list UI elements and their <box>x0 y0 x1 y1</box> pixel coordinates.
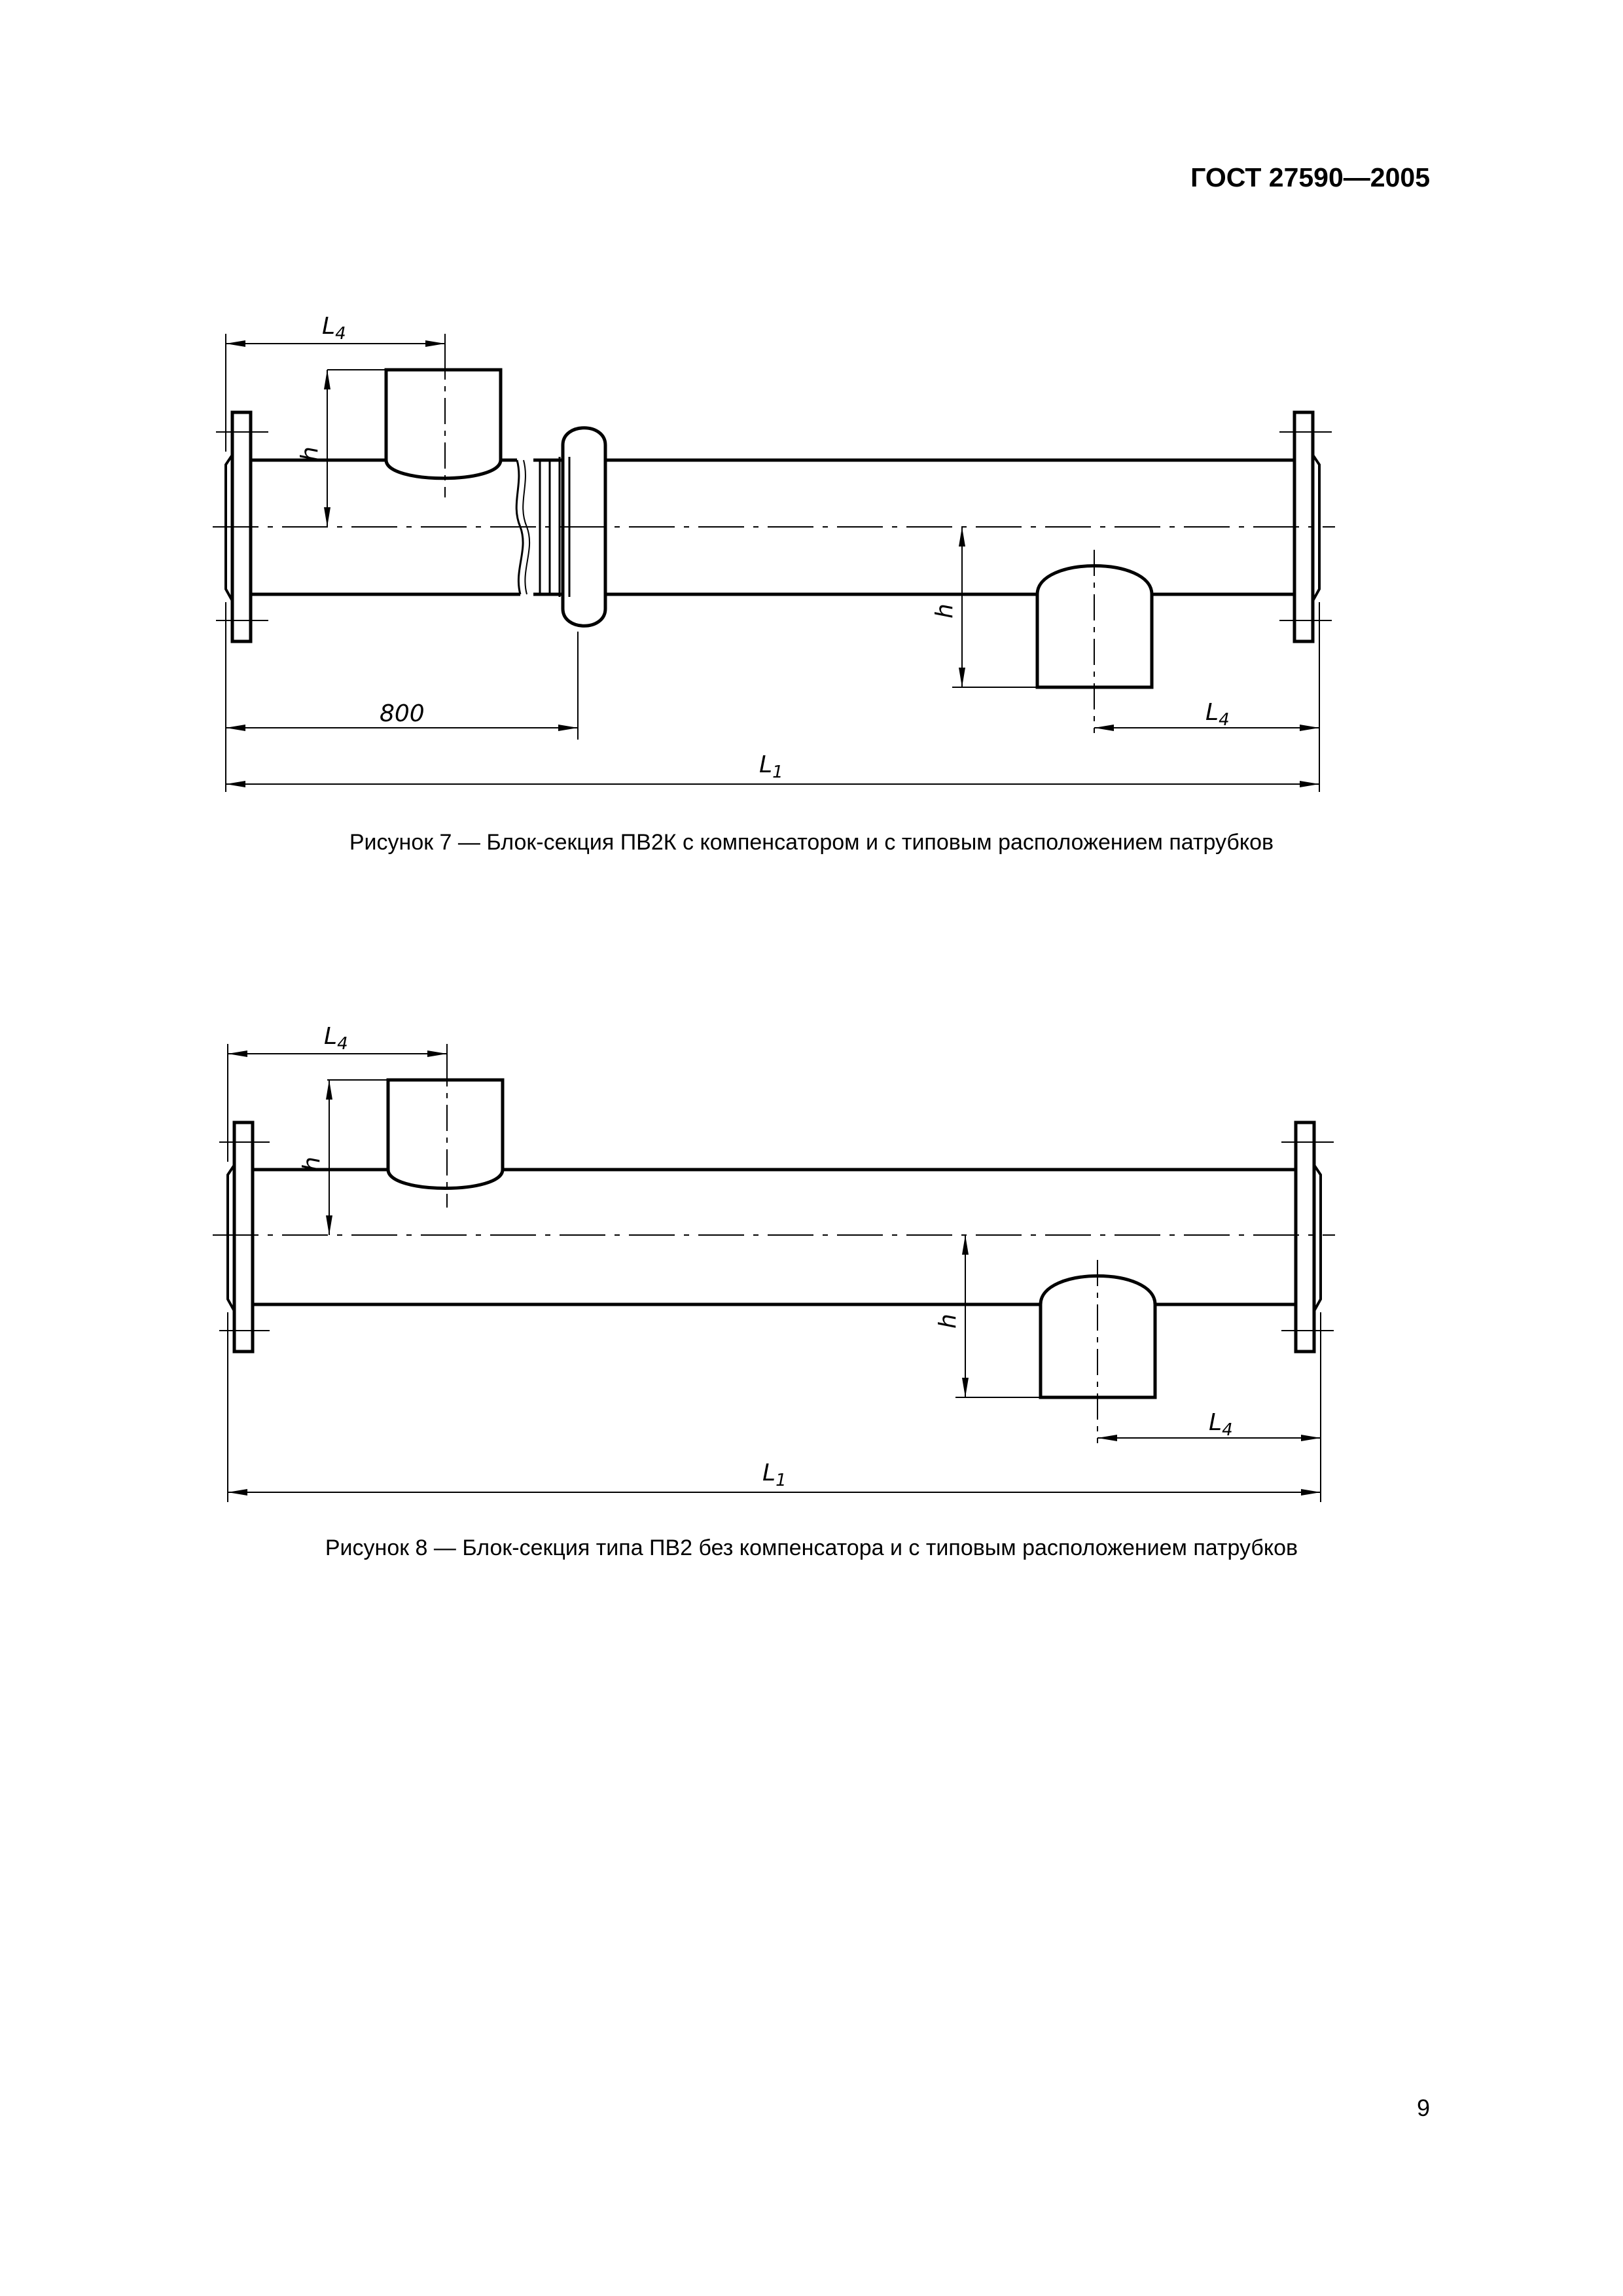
label-h-right: h <box>935 1314 961 1329</box>
figure-7 <box>0 288 1623 812</box>
left-nozzle <box>386 370 501 478</box>
label-l1: $L_1$ <box>759 751 783 782</box>
label-l4-bottom: $L_4$ <box>1205 699 1230 730</box>
label-l4-bottom: $L_4$ <box>1209 1409 1233 1440</box>
figure-7-caption: Рисунок 7 — Блок-секция ПВ2К с компенсатором и с типовым расположением патрубков <box>349 830 1274 855</box>
label-l4-top: $L_4$ <box>324 1023 348 1054</box>
right-flange <box>1296 1122 1314 1352</box>
label-h-right: h <box>931 603 958 619</box>
label-l1: $L_1$ <box>762 1460 787 1490</box>
standard-header: ГОСТ 27590—2005 <box>1190 162 1430 192</box>
left-flange <box>234 1122 253 1352</box>
figure-8-caption: Рисунок 8 — Блок-секция типа ПВ2 без компенсатора и с типовым расположением патрубков <box>325 1535 1298 1560</box>
figure-8 <box>0 998 1623 1522</box>
page-number: 9 <box>1416 2094 1430 2121</box>
label-800: 800 <box>380 700 425 727</box>
label-h-left: h <box>298 1157 325 1172</box>
label-h-left: h <box>296 446 323 461</box>
figure-7-drawing <box>0 288 1623 812</box>
label-l4-top: $L_4$ <box>322 313 346 344</box>
left-nozzle <box>388 1080 503 1189</box>
figure-8-drawing <box>0 998 1623 1522</box>
